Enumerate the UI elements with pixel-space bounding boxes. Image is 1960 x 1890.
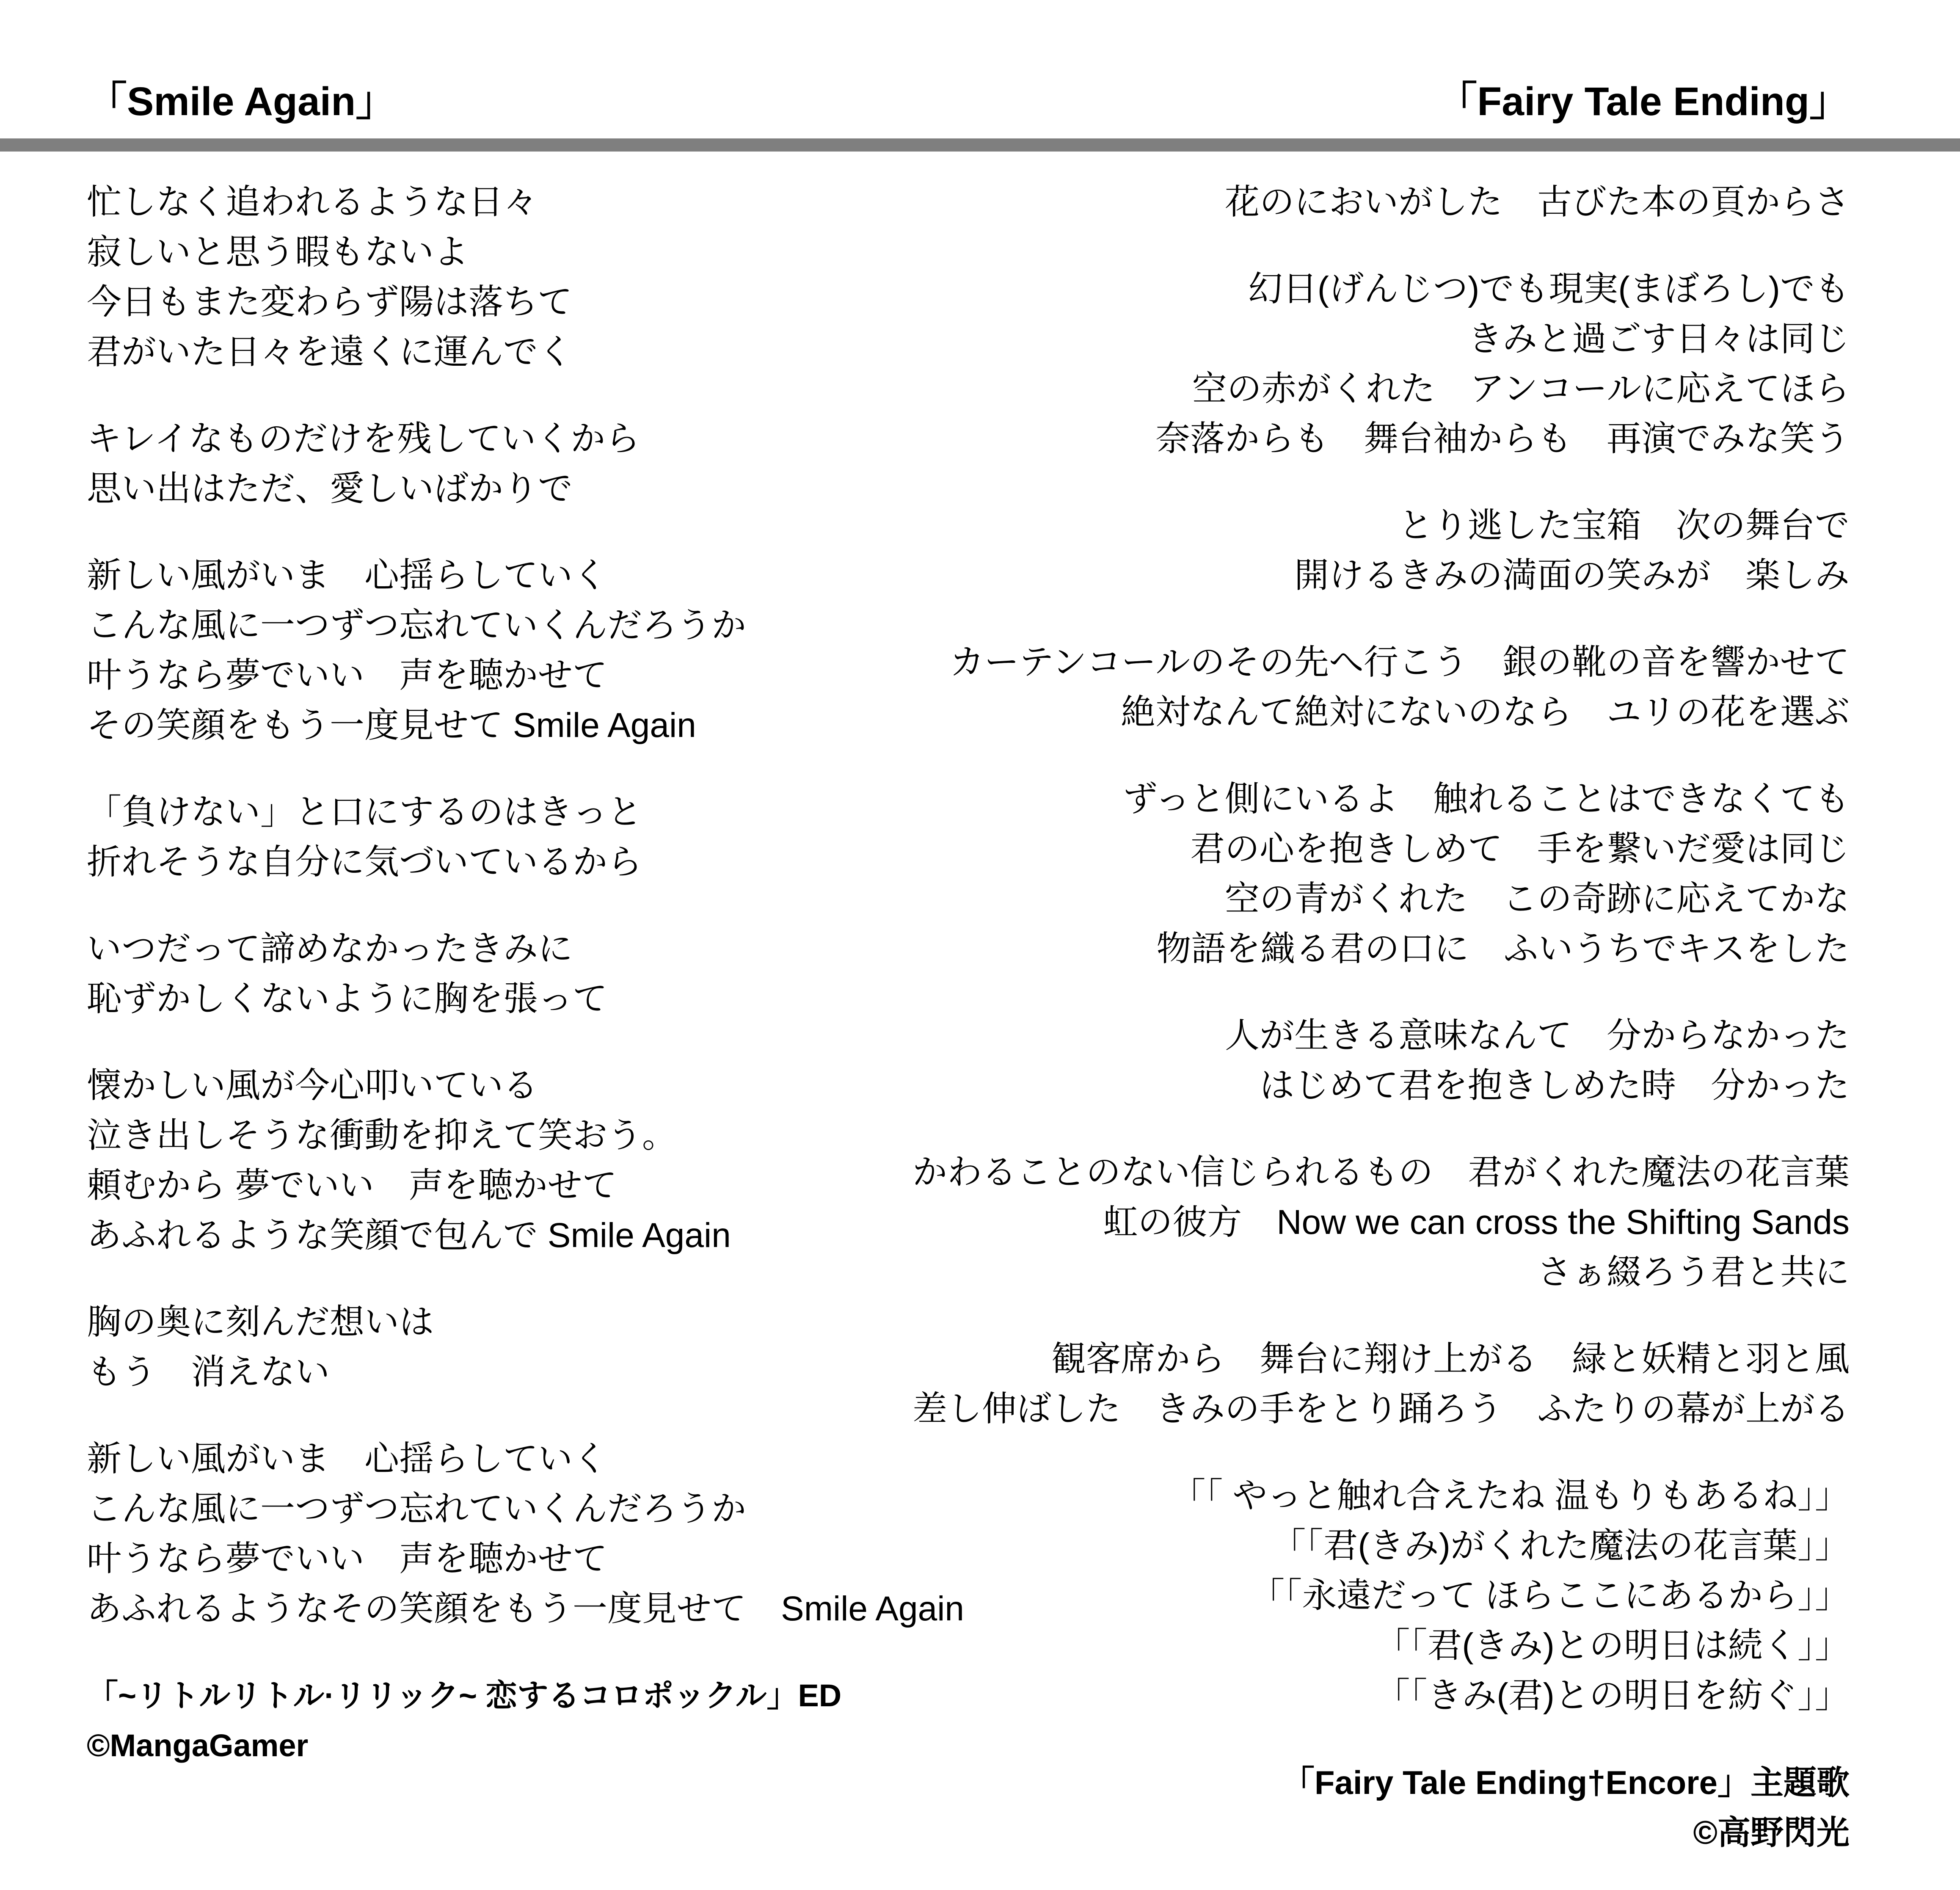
- lyric-line: 奈落からも 舞台袖からも 再演でみな笑う: [1155, 419, 1850, 458]
- lyric-line: 「「 やっと触れ合えたね 温もりもあるね」」: [1171, 1476, 1850, 1515]
- stanza: [87, 414, 964, 514]
- lyric-line: ずっと側にいるよ 触れることはできなくても: [1122, 780, 1850, 818]
- left-credit-source: 「~リトルリトル·リリック~ 恋するコロポックル」ED: [87, 1678, 842, 1713]
- lyric-line: 新しい風がいま 心揺らしていく: [87, 556, 608, 595]
- lyric-line: もう 消えない: [87, 1353, 330, 1391]
- lyric-line: 「負けない」と口にするのはきっと: [87, 793, 642, 831]
- right-credit-source: 「Fairy Tale Ending†Encore」主題歌: [1281, 1764, 1850, 1801]
- stanza: [87, 787, 964, 887]
- stanza: [912, 264, 1850, 464]
- lyric-line: 「「君(きみ)がくれた魔法の花言葉」」: [1271, 1526, 1850, 1565]
- lyric-line: 懐かしい風が今心叩いている: [87, 1066, 538, 1105]
- lyric-line: 「「君(きみ)との明日は続く」」: [1375, 1626, 1850, 1665]
- lyric-line: とり逃した宝箱 次の舞台で: [1398, 506, 1850, 545]
- stanza: [912, 1011, 1850, 1111]
- left-credits: [87, 1671, 964, 1771]
- stanza: [912, 637, 1850, 737]
- lyric-line: 叶うなら夢でいい 声を聴かせて: [87, 656, 608, 695]
- lyric-line: こんな風に一つずつ忘れていくんだろうか: [87, 1490, 747, 1528]
- lyric-line: 花のにおいがした 古びた本の頁からさ: [1224, 183, 1850, 221]
- stanza: [87, 924, 964, 1024]
- lyric-line: 思い出はただ、愛しいばかりで: [87, 469, 573, 508]
- lyric-line: 物語を織る君の口に ふいうちでキスをした: [1156, 930, 1850, 968]
- lyric-line: カーテンコールのその先へ行こう 銀の靴の音を響かせて: [949, 643, 1850, 682]
- lyric-line: 虹の彼方 Now we can cross the Shifting Sands: [1103, 1203, 1850, 1242]
- lyric-line: キレイなものだけを残していくから: [87, 419, 640, 458]
- lyric-line: 恥ずかしくないように胸を張って: [87, 979, 608, 1018]
- lyric-line: その笑顔をもう一度見せて Smile Again: [87, 706, 696, 745]
- lyric-line: 差し伸ばした きみの手をとり踊ろう ふたりの幕が上がる: [912, 1390, 1850, 1428]
- stanza: [912, 1334, 1850, 1434]
- lyric-line: 君の心を抱きしめて 手を繋いだ愛は同じ: [1190, 830, 1850, 868]
- stanza: [87, 551, 964, 750]
- lyric-line: いつだって諦めなかったきみに: [87, 930, 573, 968]
- stanza: [87, 1297, 964, 1397]
- lyric-line: 観客席から 舞台に翔け上がる 緑と妖精と羽と風: [1051, 1340, 1850, 1378]
- lyric-line: あふれるような笑顔で包んで Smile Again: [87, 1216, 731, 1255]
- lyric-line: 空の赤がくれた アンコールに応えてほら: [1192, 370, 1850, 408]
- lyric-line: こんな風に一つずつ忘れていくんだろうか: [87, 606, 747, 645]
- lyric-line: 開けるきみの満面の笑みが 楽しみ: [1294, 556, 1850, 595]
- lyric-line: 幻日(げんじつ)でも現実(まぼろし)でも: [1248, 270, 1850, 308]
- lyric-line: きみと過ごす日々は同じ: [1467, 320, 1850, 358]
- lyric-line: 叶うなら夢でいい 声を聴かせて: [87, 1540, 608, 1578]
- divider-rule: [0, 138, 1960, 152]
- lyric-line: 今日もまた変わらず陽は落ちて: [87, 283, 573, 321]
- right-song-title: 「Fairy Tale Ending」: [1437, 79, 1850, 124]
- lyric-line: 人が生きる意味なんて 分からなかった: [1224, 1016, 1850, 1055]
- left-stanzas: [87, 177, 964, 1634]
- stanza: [87, 1061, 964, 1261]
- lyric-line: さぁ綴ろう君と共に: [1537, 1253, 1850, 1291]
- lyric-line: 忙しなく追われるような日々: [87, 183, 538, 221]
- right-lyrics-column: [912, 177, 1850, 1857]
- left-credit-copyright: ©MangaGamer: [87, 1728, 309, 1763]
- stanza: [87, 177, 964, 377]
- lyric-line: 「「永遠だって ほらここにあるから」」: [1250, 1576, 1850, 1615]
- left-lyrics-column: [87, 177, 964, 1771]
- lyric-line: 絶対なんて絶対にないのなら ユリの花を選ぶ: [1120, 693, 1850, 731]
- lyric-line: 空の青がくれた この奇跡に応えてかな: [1224, 880, 1850, 918]
- lyric-line: 折れそうな自分に気づいているから: [87, 843, 642, 881]
- stanza: [912, 501, 1850, 601]
- left-song-title: 「Smile Again」: [87, 79, 396, 124]
- right-credits: [912, 1758, 1850, 1857]
- lyric-line: かわることのない信じられるもの 君がくれた魔法の花言葉: [912, 1153, 1850, 1192]
- lyric-line: 頼むから 夢でいい 声を聴かせて: [87, 1166, 617, 1205]
- lyric-line: 新しい風がいま 心揺らしていく: [87, 1440, 608, 1478]
- right-stanzas: [912, 177, 1850, 1721]
- lyric-line: 胸の奥に刻んだ想いは: [87, 1303, 434, 1341]
- lyric-line: 君がいた日々を遠くに運んでく: [87, 333, 573, 371]
- lyric-line: はじめて君を抱きしめた時 分かった: [1259, 1066, 1850, 1105]
- stanza: [912, 177, 1850, 227]
- stanza: [912, 1148, 1850, 1297]
- lyric-line: 寂しいと思う暇もないよ: [87, 233, 469, 271]
- lyric-line: 泣き出しそうな衝動を抑えて笑おう。: [87, 1116, 677, 1155]
- stanza: [87, 1434, 964, 1634]
- stanza: [912, 774, 1850, 974]
- lyric-line: あふれるようなその笑顔をもう一度見せて Smile Again: [87, 1589, 965, 1628]
- right-credit-copyright: ©高野閃光: [1693, 1814, 1850, 1851]
- stanza: [912, 1471, 1850, 1721]
- lyric-line: 「「きみ(君)との明日を紡ぐ」」: [1375, 1676, 1850, 1715]
